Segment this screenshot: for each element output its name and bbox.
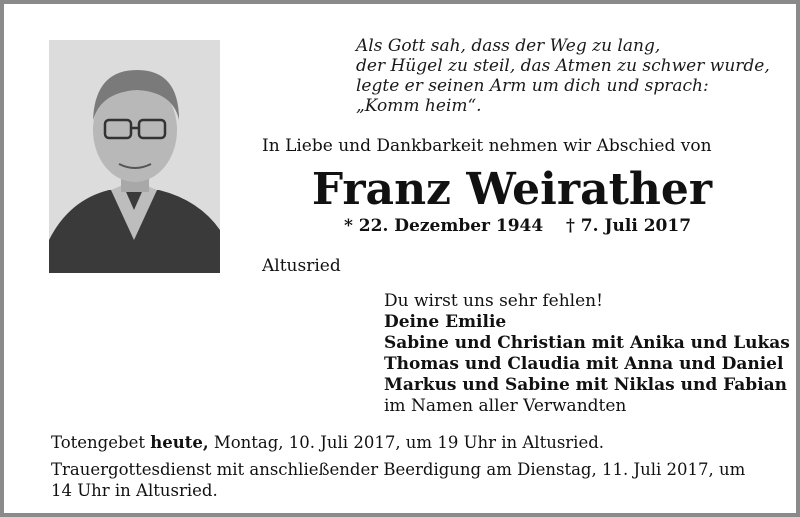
- prayer-highlight: heute,: [150, 433, 209, 452]
- poem-line: der Hügel zu steil, das Atmen zu schwer wurde,: [356, 56, 770, 76]
- mourner-name: Thomas und Claudia mit Anna und Daniel: [384, 354, 784, 374]
- funeral-service: Trauergottesdienst mit anschließender Beerdigung am Dienstag, 11. Juli 2017, um 14 Uhr in Altusried.: [51, 460, 746, 500]
- mourners-opening: Du wirst uns sehr fehlen!: [384, 291, 603, 311]
- poem-line: Als Gott sah, dass der Weg zu lang,: [356, 36, 661, 56]
- mourner-name: Markus und Sabine mit Niklas und Fabian: [384, 375, 788, 395]
- poem-line: legte er seinen Arm um dich und sprach:: [356, 76, 709, 96]
- death-date: † 7. Juli 2017: [566, 216, 692, 236]
- mourner-name: Sabine und Christian mit Anika und Lukas: [384, 333, 790, 353]
- farewell-intro: In Liebe und Dankbarkeit nehmen wir Abschied von: [262, 136, 712, 156]
- prayer-prefix: Totengebet: [51, 433, 151, 452]
- deceased-name: Franz Weirather: [311, 164, 713, 215]
- prayer-service: [51, 432, 766, 453]
- poem: [356, 36, 770, 116]
- birth-date: * 22. Dezember 1944: [344, 216, 544, 236]
- prayer-details: Montag, 10. Juli 2017, um 19 Uhr in Altusried.: [208, 433, 605, 452]
- poem-line: „Komm heim“.: [356, 96, 482, 116]
- hometown: Altusried: [262, 256, 341, 276]
- portrait-photo: [49, 40, 220, 273]
- mourners-block: [384, 291, 790, 417]
- portrait-image: [49, 40, 220, 273]
- mourner-name: Deine Emilie: [384, 312, 507, 332]
- mourners-closing: im Namen aller Verwandten: [384, 396, 627, 416]
